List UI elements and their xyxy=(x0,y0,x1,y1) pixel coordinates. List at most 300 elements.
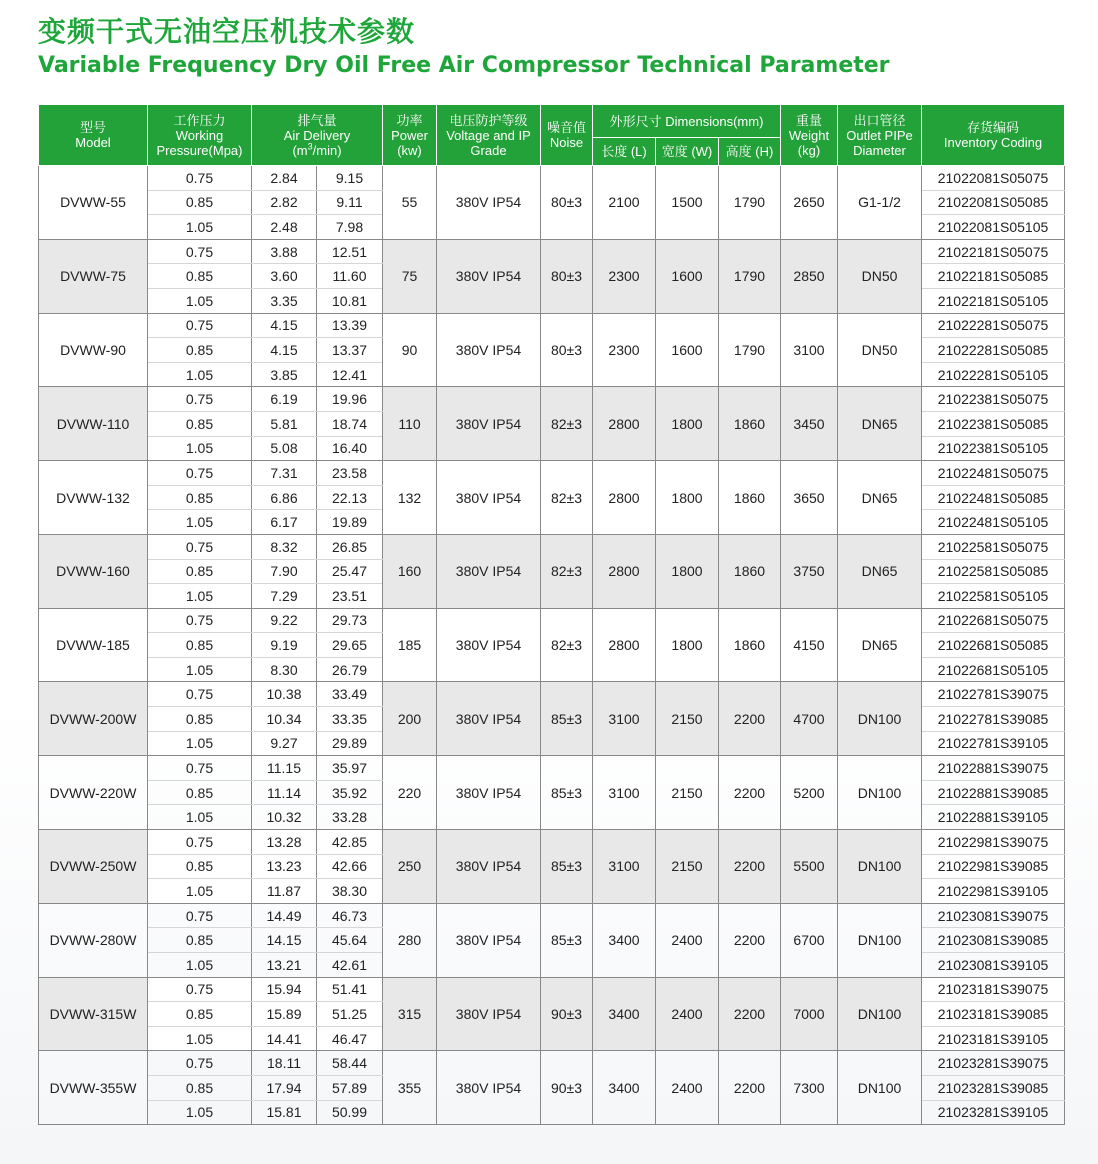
weight-cell: 7000 xyxy=(781,977,838,1051)
inventory-code-cell: 21022181S05085 xyxy=(922,264,1065,289)
inventory-code-cell: 21022381S05105 xyxy=(922,436,1065,461)
inventory-code-cell: 21022781S39075 xyxy=(922,682,1065,707)
model-cell: DVWW-75 xyxy=(39,239,148,313)
pressure-cell: 1.05 xyxy=(148,362,252,387)
delivery-alt-cell: 38.30 xyxy=(317,879,383,904)
length-cell: 3400 xyxy=(593,903,656,977)
pressure-cell: 0.75 xyxy=(148,756,252,781)
width-cell: 1500 xyxy=(656,166,719,240)
delivery-cell: 9.19 xyxy=(252,633,317,658)
inventory-code-cell: 21022081S05075 xyxy=(922,166,1065,191)
noise-cell: 80±3 xyxy=(541,166,593,240)
height-cell: 2200 xyxy=(719,682,781,756)
model-cell: DVWW-55 xyxy=(39,166,148,240)
pressure-cell: 1.05 xyxy=(148,953,252,978)
pressure-cell: 1.05 xyxy=(148,731,252,756)
pressure-cell: 1.05 xyxy=(148,1100,252,1125)
length-cell: 3100 xyxy=(593,830,656,904)
inventory-code-cell: 21022781S39105 xyxy=(922,731,1065,756)
voltage-cell: 380V IP54 xyxy=(437,313,541,387)
delivery-cell: 9.22 xyxy=(252,608,317,633)
header-power-unit: (kw) xyxy=(397,142,422,158)
model-cell: DVWW-160 xyxy=(39,534,148,608)
header-delivery-en: Air Delivery xyxy=(283,127,351,143)
outlet-cell: DN65 xyxy=(838,608,922,682)
weight-cell: 2650 xyxy=(781,166,838,240)
voltage-cell: 380V IP54 xyxy=(437,977,541,1051)
delivery-cell: 18.11 xyxy=(252,1051,317,1076)
length-cell: 3400 xyxy=(593,1051,656,1125)
power-cell: 110 xyxy=(383,387,437,461)
width-cell: 1600 xyxy=(656,239,719,313)
delivery-cell: 6.17 xyxy=(252,510,317,535)
voltage-cell: 380V IP54 xyxy=(437,1051,541,1125)
voltage-cell: 380V IP54 xyxy=(437,461,541,535)
width-cell: 2150 xyxy=(656,682,719,756)
delivery-cell: 8.30 xyxy=(252,657,317,682)
length-cell: 2800 xyxy=(593,461,656,535)
pressure-cell: 0.85 xyxy=(148,264,252,289)
model-cell: DVWW-315W xyxy=(39,977,148,1051)
delivery-alt-cell: 42.66 xyxy=(317,854,383,879)
header-inv-zh: 存货编码 xyxy=(966,120,1019,135)
header-weight-unit: (kg) xyxy=(797,142,821,158)
inventory-code-cell: 21022981S39075 xyxy=(922,830,1065,855)
width-cell: 2150 xyxy=(656,830,719,904)
delivery-cell: 10.34 xyxy=(252,707,317,732)
delivery-unit-pre: (m xyxy=(292,142,308,158)
pressure-cell: 0.85 xyxy=(148,633,252,658)
pressure-cell: 1.05 xyxy=(148,805,252,830)
inventory-code-cell: 21022881S39085 xyxy=(922,780,1065,805)
inventory-code-cell: 21023081S39105 xyxy=(922,953,1065,978)
delivery-alt-cell: 58.44 xyxy=(317,1051,383,1076)
delivery-alt-cell: 42.85 xyxy=(317,830,383,855)
pressure-cell: 0.75 xyxy=(148,977,252,1002)
pressure-cell: 0.75 xyxy=(148,239,252,264)
width-cell: 1800 xyxy=(656,387,719,461)
pressure-cell: 0.75 xyxy=(148,461,252,486)
inventory-code-cell: 21022481S05085 xyxy=(922,485,1065,510)
header-pressure-zh: 工作压力 xyxy=(173,112,226,128)
height-cell: 2200 xyxy=(719,977,781,1051)
delivery-alt-cell: 9.15 xyxy=(317,166,383,191)
width-cell: 1600 xyxy=(656,313,719,387)
delivery-cell: 17.94 xyxy=(252,1075,317,1100)
pressure-cell: 0.75 xyxy=(148,313,252,338)
pressure-cell: 0.85 xyxy=(148,1002,252,1027)
header-dim-height: 高度 (H) xyxy=(719,138,781,166)
pressure-cell: 1.05 xyxy=(148,215,252,240)
page-title-english: Variable Frequency Dry Oil Free Air Compressor Technical Parameter xyxy=(38,53,890,78)
delivery-cell: 3.35 xyxy=(252,288,317,313)
noise-cell: 85±3 xyxy=(541,830,593,904)
delivery-alt-cell: 10.81 xyxy=(317,288,383,313)
delivery-cell: 5.81 xyxy=(252,411,317,436)
delivery-unit-sup: 3 xyxy=(307,141,313,152)
delivery-alt-cell: 19.89 xyxy=(317,510,383,535)
header-voltage-zh: 电压防护等级 xyxy=(449,112,528,128)
table-row xyxy=(39,977,1065,1002)
height-cell: 1860 xyxy=(719,461,781,535)
noise-cell: 82±3 xyxy=(541,461,593,535)
weight-cell: 6700 xyxy=(781,903,838,977)
inventory-code-cell: 21023281S39075 xyxy=(922,1051,1065,1076)
height-cell: 1790 xyxy=(719,166,781,240)
power-cell: 280 xyxy=(383,903,437,977)
header-dim-width: 宽度 (W) xyxy=(656,138,719,166)
voltage-cell: 380V IP54 xyxy=(437,830,541,904)
header-outlet-zh: 出口管径 xyxy=(853,112,906,128)
header-model xyxy=(39,105,148,166)
delivery-alt-cell: 12.51 xyxy=(317,239,383,264)
delivery-alt-cell: 9.11 xyxy=(317,190,383,215)
outlet-cell: DN100 xyxy=(838,682,922,756)
delivery-cell: 7.90 xyxy=(252,559,317,584)
header-voltage xyxy=(437,105,541,166)
power-cell: 250 xyxy=(383,830,437,904)
inventory-code-cell: 21022881S39105 xyxy=(922,805,1065,830)
height-cell: 1790 xyxy=(719,313,781,387)
height-cell: 2200 xyxy=(719,903,781,977)
delivery-cell: 15.81 xyxy=(252,1100,317,1125)
outlet-cell: DN65 xyxy=(838,461,922,535)
technical-parameter-table xyxy=(38,104,1065,1125)
power-cell: 132 xyxy=(383,461,437,535)
voltage-cell: 380V IP54 xyxy=(437,534,541,608)
length-cell: 2100 xyxy=(593,166,656,240)
table-row xyxy=(39,756,1065,781)
delivery-unit-post: /min) xyxy=(312,142,342,158)
pressure-cell: 1.05 xyxy=(148,584,252,609)
header-pressure-en1: Working xyxy=(175,127,224,143)
outlet-cell: DN100 xyxy=(838,1051,922,1125)
model-cell: DVWW-185 xyxy=(39,608,148,682)
inventory-code-cell: 21023081S39075 xyxy=(922,903,1065,928)
delivery-alt-cell: 23.58 xyxy=(317,461,383,486)
width-cell: 1800 xyxy=(656,461,719,535)
pressure-cell: 0.75 xyxy=(148,387,252,412)
table-row xyxy=(39,1051,1065,1076)
header-outlet-en1: Outlet PIPe xyxy=(846,127,913,143)
length-cell: 2300 xyxy=(593,239,656,313)
length-cell: 3400 xyxy=(593,977,656,1051)
header-weight-en: Weight xyxy=(788,127,830,143)
delivery-cell: 13.28 xyxy=(252,830,317,855)
header-noise-en: Noise xyxy=(549,135,584,150)
delivery-cell: 6.86 xyxy=(252,485,317,510)
delivery-cell: 14.15 xyxy=(252,928,317,953)
inventory-code-cell: 21022481S05075 xyxy=(922,461,1065,486)
header-outlet-en2: Diameter xyxy=(853,142,906,158)
delivery-alt-cell: 46.73 xyxy=(317,903,383,928)
width-cell: 2400 xyxy=(656,903,719,977)
delivery-alt-cell: 29.73 xyxy=(317,608,383,633)
power-cell: 160 xyxy=(383,534,437,608)
outlet-cell: DN100 xyxy=(838,977,922,1051)
outlet-cell: DN100 xyxy=(838,830,922,904)
inventory-code-cell: 21022581S05085 xyxy=(922,559,1065,584)
delivery-cell: 14.49 xyxy=(252,903,317,928)
pressure-cell: 0.75 xyxy=(148,166,252,191)
noise-cell: 82±3 xyxy=(541,608,593,682)
delivery-alt-cell: 57.89 xyxy=(317,1075,383,1100)
weight-cell: 3100 xyxy=(781,313,838,387)
inventory-code-cell: 21022681S05085 xyxy=(922,633,1065,658)
table-row xyxy=(39,903,1065,928)
pressure-cell: 1.05 xyxy=(148,657,252,682)
delivery-cell: 14.41 xyxy=(252,1026,317,1051)
delivery-alt-cell: 42.61 xyxy=(317,953,383,978)
inventory-code-cell: 21023081S39085 xyxy=(922,928,1065,953)
header-noise xyxy=(541,105,593,166)
delivery-cell: 7.29 xyxy=(252,584,317,609)
noise-cell: 90±3 xyxy=(541,1051,593,1125)
pressure-cell: 0.85 xyxy=(148,190,252,215)
noise-cell: 82±3 xyxy=(541,387,593,461)
header-model-zh: 型号 xyxy=(79,120,106,135)
table-header xyxy=(39,105,1065,166)
inventory-code-cell: 21022681S05075 xyxy=(922,608,1065,633)
height-cell: 1790 xyxy=(719,239,781,313)
delivery-alt-cell: 18.74 xyxy=(317,411,383,436)
delivery-cell: 13.23 xyxy=(252,854,317,879)
header-outlet xyxy=(838,105,922,166)
delivery-cell: 3.60 xyxy=(252,264,317,289)
table-row xyxy=(39,387,1065,412)
weight-cell: 3750 xyxy=(781,534,838,608)
delivery-cell: 11.14 xyxy=(252,780,317,805)
model-cell: DVWW-110 xyxy=(39,387,148,461)
table-row xyxy=(39,313,1065,338)
pressure-cell: 0.75 xyxy=(148,830,252,855)
inventory-code-cell: 21022281S05085 xyxy=(922,338,1065,363)
header-dim-length: 长度 (L) xyxy=(593,138,656,166)
pressure-cell: 0.85 xyxy=(148,780,252,805)
inventory-code-cell: 21022381S05075 xyxy=(922,387,1065,412)
model-cell: DVWW-250W xyxy=(39,830,148,904)
width-cell: 2400 xyxy=(656,1051,719,1125)
delivery-alt-cell: 16.40 xyxy=(317,436,383,461)
delivery-cell: 3.85 xyxy=(252,362,317,387)
delivery-alt-cell: 45.64 xyxy=(317,928,383,953)
delivery-cell: 2.48 xyxy=(252,215,317,240)
delivery-cell: 8.32 xyxy=(252,534,317,559)
voltage-cell: 380V IP54 xyxy=(437,608,541,682)
outlet-cell: DN100 xyxy=(838,903,922,977)
delivery-alt-cell: 35.97 xyxy=(317,756,383,781)
length-cell: 2800 xyxy=(593,387,656,461)
header-inv-en: Inventory Coding xyxy=(943,135,1043,150)
inventory-code-cell: 21022981S39085 xyxy=(922,854,1065,879)
header-power-zh: 功率 xyxy=(396,112,423,128)
outlet-cell: DN65 xyxy=(838,387,922,461)
inventory-code-cell: 21023281S39085 xyxy=(922,1075,1065,1100)
height-cell: 1860 xyxy=(719,608,781,682)
pressure-cell: 0.85 xyxy=(148,411,252,436)
delivery-alt-cell: 33.28 xyxy=(317,805,383,830)
outlet-cell: DN50 xyxy=(838,313,922,387)
header-voltage-en2: Grade xyxy=(470,142,507,158)
table-row xyxy=(39,682,1065,707)
pressure-cell: 0.75 xyxy=(148,1051,252,1076)
header-noise-zh: 噪音值 xyxy=(546,120,586,135)
delivery-cell: 11.15 xyxy=(252,756,317,781)
delivery-alt-cell: 26.85 xyxy=(317,534,383,559)
inventory-code-cell: 21022381S05085 xyxy=(922,411,1065,436)
delivery-alt-cell: 35.92 xyxy=(317,780,383,805)
model-cell: DVWW-355W xyxy=(39,1051,148,1125)
inventory-code-cell: 21022281S05075 xyxy=(922,313,1065,338)
model-cell: DVWW-90 xyxy=(39,313,148,387)
height-cell: 1860 xyxy=(719,534,781,608)
width-cell: 1800 xyxy=(656,608,719,682)
pressure-cell: 0.85 xyxy=(148,707,252,732)
pressure-cell: 1.05 xyxy=(148,288,252,313)
table-row xyxy=(39,608,1065,633)
delivery-alt-cell: 12.41 xyxy=(317,362,383,387)
delivery-cell: 11.87 xyxy=(252,879,317,904)
table-row xyxy=(39,166,1065,191)
weight-cell: 5200 xyxy=(781,756,838,830)
inventory-code-cell: 21023181S39075 xyxy=(922,977,1065,1002)
inventory-code-cell: 21023181S39105 xyxy=(922,1026,1065,1051)
voltage-cell: 380V IP54 xyxy=(437,239,541,313)
delivery-alt-cell: 26.79 xyxy=(317,657,383,682)
noise-cell: 85±3 xyxy=(541,756,593,830)
voltage-cell: 380V IP54 xyxy=(437,756,541,830)
length-cell: 2300 xyxy=(593,313,656,387)
delivery-alt-cell: 51.41 xyxy=(317,977,383,1002)
inventory-code-cell: 21022781S39085 xyxy=(922,707,1065,732)
delivery-alt-cell: 13.37 xyxy=(317,338,383,363)
delivery-alt-cell: 25.47 xyxy=(317,559,383,584)
pressure-cell: 0.75 xyxy=(148,903,252,928)
header-air-delivery xyxy=(252,105,383,166)
model-cell: DVWW-132 xyxy=(39,461,148,535)
weight-cell: 5500 xyxy=(781,830,838,904)
delivery-cell: 13.21 xyxy=(252,953,317,978)
header-model-en: Model xyxy=(75,135,111,150)
pressure-cell: 0.85 xyxy=(148,559,252,584)
delivery-cell: 10.32 xyxy=(252,805,317,830)
pressure-cell: 0.75 xyxy=(148,608,252,633)
inventory-code-cell: 21022981S39105 xyxy=(922,879,1065,904)
delivery-alt-cell: 11.60 xyxy=(317,264,383,289)
pressure-cell: 0.75 xyxy=(148,534,252,559)
delivery-cell: 15.89 xyxy=(252,1002,317,1027)
inventory-code-cell: 21022681S05105 xyxy=(922,657,1065,682)
delivery-alt-cell: 7.98 xyxy=(317,215,383,240)
power-cell: 220 xyxy=(383,756,437,830)
outlet-cell: DN50 xyxy=(838,239,922,313)
header-pressure-en2: Pressure(Mpa) xyxy=(156,142,243,158)
inventory-code-cell: 21022081S05085 xyxy=(922,190,1065,215)
table-row xyxy=(39,830,1065,855)
noise-cell: 85±3 xyxy=(541,903,593,977)
table-row xyxy=(39,534,1065,559)
header-power-en: Power xyxy=(391,127,428,143)
delivery-alt-cell: 23.51 xyxy=(317,584,383,609)
inventory-code-cell: 21022581S05075 xyxy=(922,534,1065,559)
length-cell: 2800 xyxy=(593,534,656,608)
pressure-cell: 1.05 xyxy=(148,879,252,904)
delivery-alt-cell: 46.47 xyxy=(317,1026,383,1051)
header-weight xyxy=(781,105,838,166)
delivery-alt-cell: 33.35 xyxy=(317,707,383,732)
delivery-alt-cell: 22.13 xyxy=(317,485,383,510)
power-cell: 355 xyxy=(383,1051,437,1125)
delivery-cell: 4.15 xyxy=(252,313,317,338)
inventory-code-cell: 21022281S05105 xyxy=(922,362,1065,387)
delivery-alt-cell: 29.65 xyxy=(317,633,383,658)
delivery-cell: 4.15 xyxy=(252,338,317,363)
width-cell: 1800 xyxy=(656,534,719,608)
pressure-cell: 0.85 xyxy=(148,928,252,953)
delivery-alt-cell: 51.25 xyxy=(317,1002,383,1027)
height-cell: 2200 xyxy=(719,756,781,830)
inventory-code-cell: 21022481S05105 xyxy=(922,510,1065,535)
header-voltage-en1: Voltage and IP xyxy=(446,127,531,143)
delivery-cell: 9.27 xyxy=(252,731,317,756)
delivery-cell: 5.08 xyxy=(252,436,317,461)
delivery-alt-cell: 13.39 xyxy=(317,313,383,338)
model-cell: DVWW-200W xyxy=(39,682,148,756)
voltage-cell: 380V IP54 xyxy=(437,682,541,756)
header-power xyxy=(383,105,437,166)
page-title-chinese: 变频干式无油空压机技术参数 xyxy=(38,15,416,48)
pressure-cell: 1.05 xyxy=(148,436,252,461)
power-cell: 315 xyxy=(383,977,437,1051)
pressure-cell: 0.85 xyxy=(148,1075,252,1100)
header-inventory xyxy=(922,105,1065,166)
header-delivery-unit xyxy=(253,143,381,158)
delivery-alt-cell: 19.96 xyxy=(317,387,383,412)
pressure-cell: 0.85 xyxy=(148,854,252,879)
delivery-cell: 3.88 xyxy=(252,239,317,264)
weight-cell: 3650 xyxy=(781,461,838,535)
length-cell: 3100 xyxy=(593,682,656,756)
inventory-code-cell: 21022881S39075 xyxy=(922,756,1065,781)
voltage-cell: 380V IP54 xyxy=(437,903,541,977)
delivery-cell: 15.94 xyxy=(252,977,317,1002)
noise-cell: 80±3 xyxy=(541,239,593,313)
width-cell: 2400 xyxy=(656,977,719,1051)
delivery-alt-cell: 29.89 xyxy=(317,731,383,756)
power-cell: 185 xyxy=(383,608,437,682)
outlet-cell: G1-1/2 xyxy=(838,166,922,240)
height-cell: 2200 xyxy=(719,830,781,904)
power-cell: 90 xyxy=(383,313,437,387)
weight-cell: 3450 xyxy=(781,387,838,461)
inventory-code-cell: 21022581S05105 xyxy=(922,584,1065,609)
delivery-alt-cell: 33.49 xyxy=(317,682,383,707)
width-cell: 2150 xyxy=(656,756,719,830)
voltage-cell: 380V IP54 xyxy=(437,387,541,461)
model-cell: DVWW-220W xyxy=(39,756,148,830)
power-cell: 75 xyxy=(383,239,437,313)
delivery-cell: 2.84 xyxy=(252,166,317,191)
outlet-cell: DN100 xyxy=(838,756,922,830)
inventory-code-cell: 21023181S39085 xyxy=(922,1002,1065,1027)
height-cell: 1860 xyxy=(719,387,781,461)
pressure-cell: 1.05 xyxy=(148,1026,252,1051)
voltage-cell: 380V IP54 xyxy=(437,166,541,240)
header-pressure xyxy=(148,105,252,166)
header-weight-zh: 重量 xyxy=(795,112,822,128)
power-cell: 200 xyxy=(383,682,437,756)
length-cell: 3100 xyxy=(593,756,656,830)
